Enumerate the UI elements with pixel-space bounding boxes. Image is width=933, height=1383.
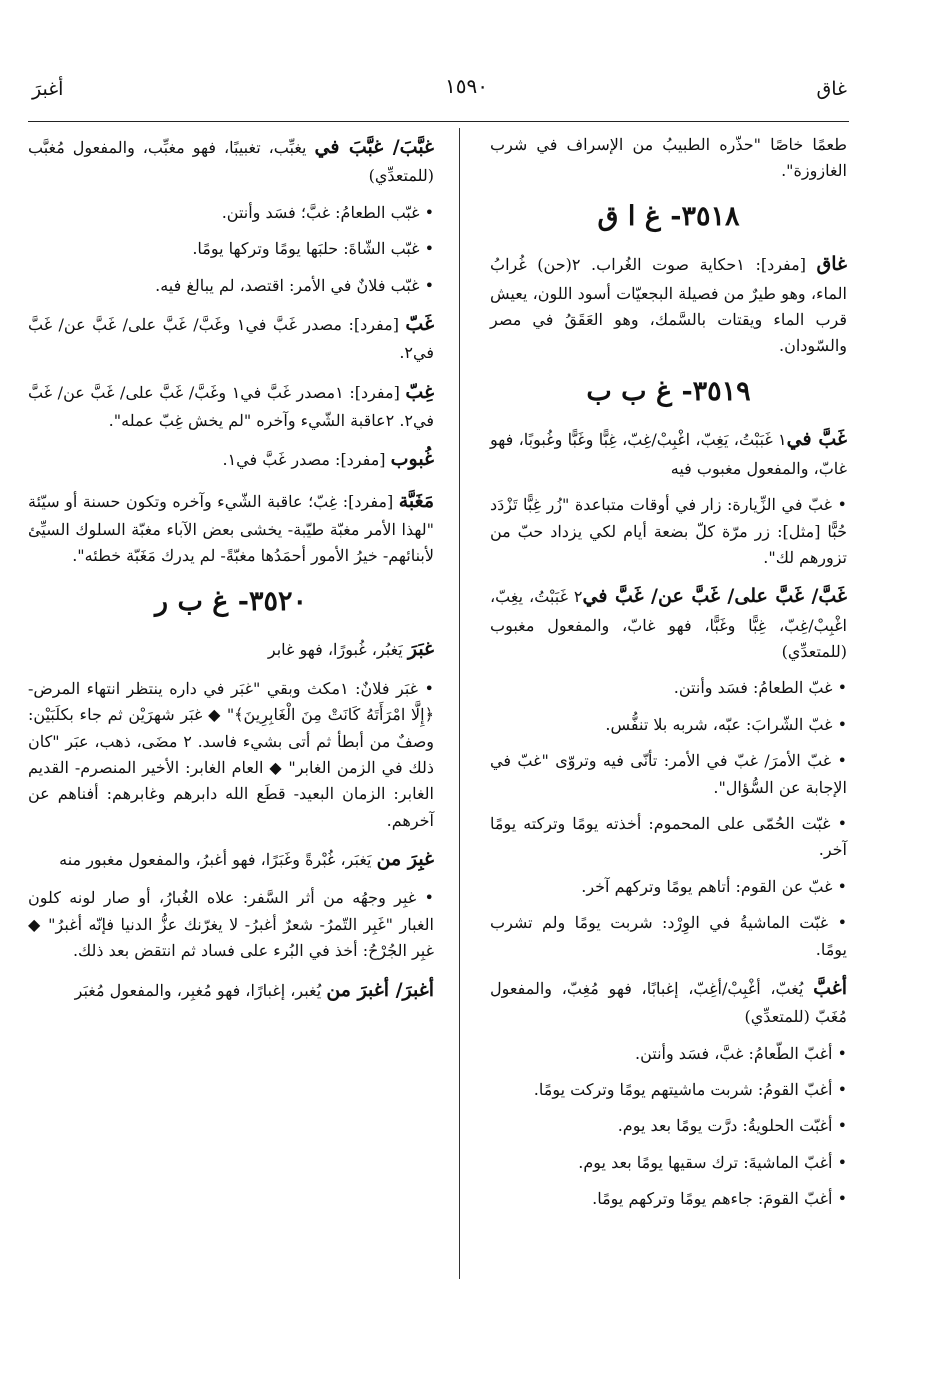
entry-text: • أغبّ القومَ: جاءهم يومًا وتركهم يومًا. xyxy=(592,1189,847,1209)
sense-paragraph xyxy=(490,910,847,963)
headword: غبِرَ من xyxy=(376,848,434,871)
root-heading: ٣٥٢٠- غ ب ر xyxy=(155,585,307,617)
headword: غَبّ xyxy=(405,312,434,335)
entry-text: [مفرد]: ١مصدر غَبَّ في١ وغَبَّ/ غَبَّ على/ غَبَّ عن/ غَبَّ في٢. ٢عاقبة الشّيء وآخره "لم يخش غِبّ عمله". xyxy=(28,382,434,430)
entry-text: • أغبّ الطّعامُ: غبَّ، فسَد وأنتن. xyxy=(634,1043,847,1063)
headword: غَبَّ في xyxy=(786,428,847,451)
sense-paragraph xyxy=(490,1077,847,1103)
header-left-keyword: أغبرَ xyxy=(32,78,64,100)
entry-text: • غبّت الماشيةُ في الوِرْد: شربت يومًا ولم تشرب يومًا. xyxy=(490,913,847,959)
entry-text: [مفرد]: ١حكاية صوت الغُراب. ٢(حن) غُرابُ الماء، وهو طيرٌ من فصيلة البجعيّات أسود اللون، يعيش قرب الماء ويقتات بالسَّمك، وهو العَقَقُ في مصر والسّودان. xyxy=(490,255,847,356)
entry-text: [مفرد]: غِبّ؛ عاقبة الشّيء وآخره وتكون حسنة أو سيّئة "لهذا الأمر مغبّة طيّبة- يخشى بعض الآباء مغبّة السلوك السيِّئ لأبنائهم- خيرُ الأمور أحمَدُها مغبّةً- لم يدرك مَغَبّة خطئه". xyxy=(28,491,434,566)
page-number: ١٥٩٠ xyxy=(445,74,488,98)
entry-text: • غبّب الطعامُ: غبَّ؛ فسَد وأنتن. xyxy=(221,202,434,222)
root-heading: ٣٥١٩- غ ب ب xyxy=(586,375,751,407)
entry-text: • أغبّ القومُ: شربت ماشيتهم يومًا وتركت يومًا. xyxy=(533,1080,847,1100)
entry-paragraph xyxy=(490,424,847,482)
entry-paragraph xyxy=(28,486,434,570)
entry-text: • غبّ الطعامُ: فسَد وأنتن. xyxy=(673,678,847,698)
entry-text: • غبّ الشّرابَ: عبّه، شربه بلا تنفُّس. xyxy=(605,714,847,734)
sense-paragraph xyxy=(490,1150,847,1176)
entry-text: يَغبَر، غُبْرةً وغَبَرًا، فهو أغبرُ، والمفعول مغبور منه xyxy=(59,850,377,870)
entry-text: • غبّ في الزِّيارة: زار في أوقات متباعدة "زُر غِبًّا تَزْدَد حُبًّا [مثل]: زر مرّة كلّ بضعة أيام لكي يزداد حبّ من تزورهم لك". xyxy=(490,495,847,567)
sense-paragraph xyxy=(28,273,434,299)
entry-paragraph xyxy=(28,844,434,875)
entry-paragraph xyxy=(490,973,847,1031)
headword: مَغَبَّة xyxy=(398,489,434,512)
entry-paragraph xyxy=(28,377,434,435)
sense-paragraph xyxy=(28,236,434,262)
left-column xyxy=(28,132,434,1016)
entry-paragraph xyxy=(490,581,847,665)
entry-text: ٢ غَبَبْتُ، يغِبّ، اغْبِبْ/غِبّ، غِبًّا وغَبًّا، فهو غابّ، والمفعول مغبوب (للمتعدِّي) xyxy=(490,587,847,662)
entry-paragraph xyxy=(28,309,434,367)
entry-paragraph xyxy=(490,249,847,360)
entry-text: يَغبُر، غُبورًا، فهو غابر xyxy=(267,640,408,660)
entry-paragraph xyxy=(28,975,434,1006)
sense-paragraph xyxy=(490,1113,847,1139)
headword: غِبّ xyxy=(405,380,434,403)
entry-text: • غبّب الشّاةَ: حلبَها يومًا وتركها يومًا. xyxy=(192,239,434,259)
headword: أغبَّ xyxy=(813,976,847,999)
sense-paragraph xyxy=(490,748,847,801)
entry-text: • غبِر وجهُه من أثر السَّفر: علاه الغُبارُ، أو صار لونه كلون الغبار "غَبِر التّمرُ- شعرٌ أغبرُ- لا يغرّنك عزُّ الدنيا فإنّه أغبرُ" ◆ غبِر الجُرْحُ: أخذ في البُرء على فساد ثم انتقض بعد ذلك. xyxy=(28,888,434,961)
sense-paragraph xyxy=(490,132,847,185)
entry-text: • غبَر فلانٌ: ١مكث وبقي "غبَر في داره ينتظر انتهاء المرض- ﴿إِلَّا امْرَأَتَهُ كَانَتْ مِنَ الْغَابِرِينَ﴾" ◆ غبَر شهرَيْن ثم جاء بكلَبَيْن: وصفٌ من أبطأ ثم أتى بشيء فاسد. ٢ مضَى، ذهب، عبَر "كان ذلك في الزمن الغابر" ◆ العام الغابر: الأخير المنصرم- القديم الغابر: الزمان البعيد- قطَع الله دابرهم وغابرهم: أفناهم عن آخرهم. xyxy=(28,678,435,830)
entry-text: يُغبر، إغبارًا، فهو مُغبِر، والمفعول مُغبَر xyxy=(74,980,327,1000)
sense-paragraph xyxy=(490,712,847,738)
header-rule xyxy=(28,121,849,122)
entry-paragraph xyxy=(28,132,434,190)
entry-paragraph xyxy=(28,634,434,665)
entry-text: يغبِّب، تغبيبًا، فهو مغبِّب، والمفعول مُغبَّب (للمتعدِّي) xyxy=(28,138,434,186)
headword: غبَرَ xyxy=(407,638,434,661)
entry-text: • غبّت الحُمّى على المحموم: أخذته يومًا وتركته يومًا آخر. xyxy=(490,813,847,860)
headword: غبَّبَ/ غبَّبَ في xyxy=(314,136,434,158)
sense-paragraph xyxy=(490,1041,847,1067)
entry-text: • أغبّ الماشيةَ: ترك سقيها يومًا بعد يوم. xyxy=(578,1152,847,1172)
sense-paragraph xyxy=(490,1186,847,1212)
entry-text: طعمًا خاصًا "حذّره الطبيبُ من الإسراف في شرب الغازوزة". xyxy=(490,135,847,181)
sense-paragraph xyxy=(28,885,434,964)
headword: غُبوب xyxy=(390,448,434,471)
entry-text: ١ غَبَبْتُ، يَغِبّ، اغْبِبْ/غِبّ، غِبًّا وغَبًّا وغُبوبًا، فهو غابّ، والمفعول مغبوب فيه xyxy=(490,430,847,478)
header-right-keyword: غاق xyxy=(816,78,847,100)
headword: أغبرَ/ أغبرَ من xyxy=(326,978,434,1001)
root-heading: ٣٥١٨- غ ا ق xyxy=(597,200,740,232)
entry-text: • أغبّت الحلويةُ: درَّت يومًا بعد يوم. xyxy=(617,1116,847,1136)
entry-text: • غبّ الأمرَ/ غبّ في الأمر: تأنّى فيه وتروّى "غبّ في الإجابة عن السُّؤال". xyxy=(490,751,847,797)
headword: غَبَّ/ غَبَّ على/ غَبَّ عن/ غَبَّ في xyxy=(582,585,847,608)
sense-paragraph xyxy=(490,874,847,900)
entry-paragraph xyxy=(28,444,434,475)
headword: غاق xyxy=(816,253,847,276)
entry-text: • غبّ عن القوم: أتاهم يومًا وتركهم آخر. xyxy=(581,876,847,896)
entry-text: • غبّب فلانٌ في الأمر: اقتصد، لم يبالغ فيه. xyxy=(155,275,434,295)
sense-paragraph xyxy=(490,811,847,864)
column-divider xyxy=(459,128,460,1279)
sense-paragraph xyxy=(490,492,847,571)
entry-text: [مفرد]: مصدر غَبَّ في١ وغَبَّ/ غَبَّ على/ غَبَّ عن/ غَبَّ في٢. xyxy=(28,314,434,363)
entry-text: [مفرد]: مصدر غَبَّ في١. xyxy=(222,450,391,470)
sense-paragraph xyxy=(28,676,434,834)
sense-paragraph xyxy=(490,675,847,701)
sense-paragraph xyxy=(28,200,434,226)
entry-text: يُغبّ، أغْبِبْ/أغِبّ، إغبابًا، فهو مُغِبّ، والمفعول مُغَبّ (للمتعدِّي) xyxy=(490,978,847,1027)
right-column xyxy=(490,132,847,1223)
